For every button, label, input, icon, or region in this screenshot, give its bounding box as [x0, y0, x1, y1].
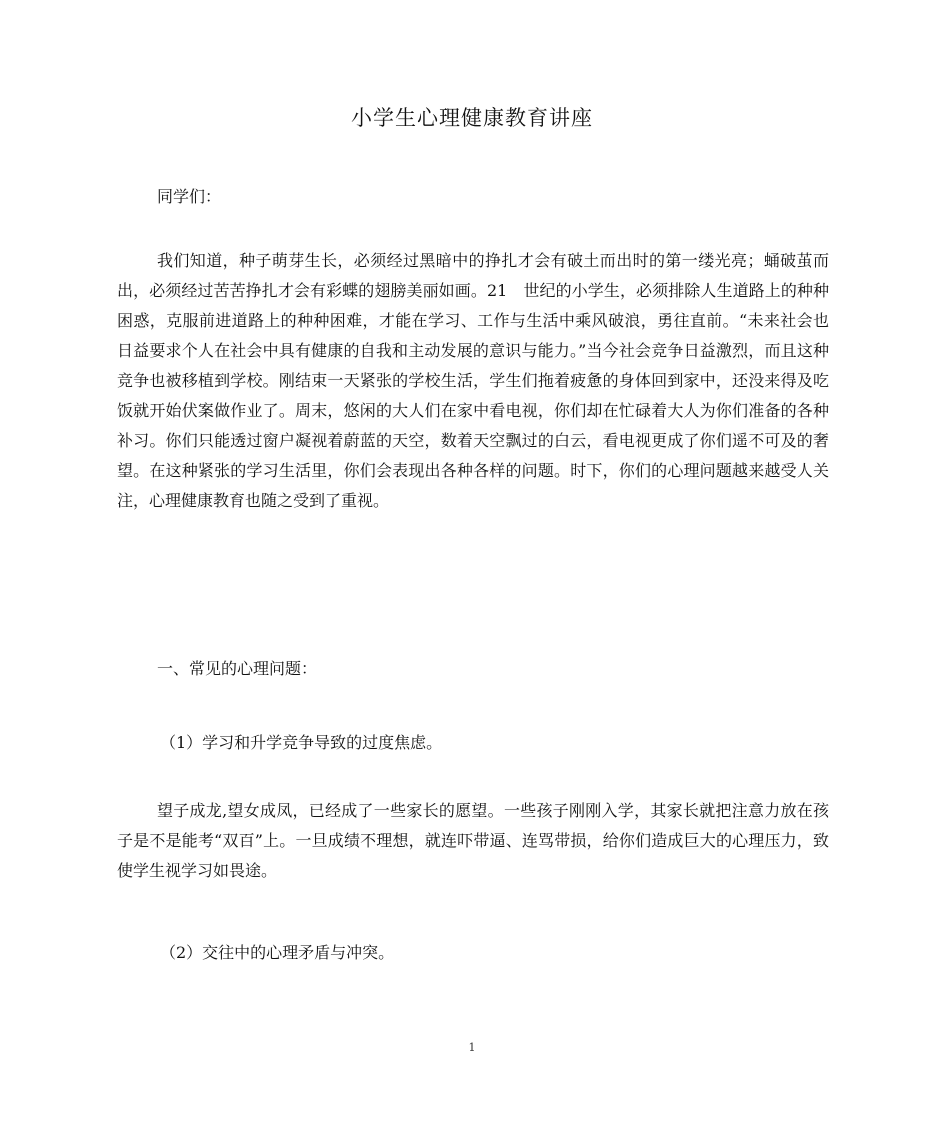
section-heading-common-problems: 一、常见的心理问题：: [157, 659, 318, 678]
item-1-paragraph: 望子成龙,望女成凤，已经成了一些家长的愿望。一些孩子刚刚入学，其家长就把注意力放在孩子是不是能考“双百”上。一旦成绩不理想，就连吓带逼、连骂带损，给你们造成巨大的心理压力，致使学生视学习如畏途。: [117, 801, 829, 880]
page-number: 1: [468, 1041, 476, 1054]
item-heading-2: （2）交往中的心理矛盾与冲突。: [160, 943, 395, 962]
document-title: 小学生心理健康教育讲座: [351, 106, 593, 130]
item-heading-1: （1）学习和升学竞争导致的过度焦虑。: [160, 733, 443, 752]
intro-paragraph: 我们知道，种子萌芽生长，必须经过黑暗中的挣扎才会有破土而出时的第一缕光亮；蛹破茧而出，必须经过苦苦挣扎才会有彩蝶的翅膀美丽如画。21 世纪的小学生，必须排除人生道路上的种种困惑，克服前进道路上的种种困难，才能在学习、工作与生活中乘风破浪，勇往直前。“未来社会也日益要求个人在社会中具有健康的自我和主动发展的意识与能力。”当今社会竞争日益激烈，而且这种竞争也被移植到学校。刚结束一天紧张的学校生活，学生们拖着疲惫的身体回到家中，还没来得及吃饭就开始伏案做作业了。周末，悠闲的大人们在家中看电视，你们却在忙碌着大人为你们准备的各种补习。你们只能透过窗户凝视着蔚蓝的天空，数着天空飘过的白云，看电视更成了你们遥不可及的奢望。在这种紧张的学习生活里，你们会表现出各种各样的问题。时下，你们的心理问题越来越受人关注，心理健康教育也随之受到了重视。: [117, 251, 829, 510]
salutation: 同学们：: [157, 187, 222, 206]
